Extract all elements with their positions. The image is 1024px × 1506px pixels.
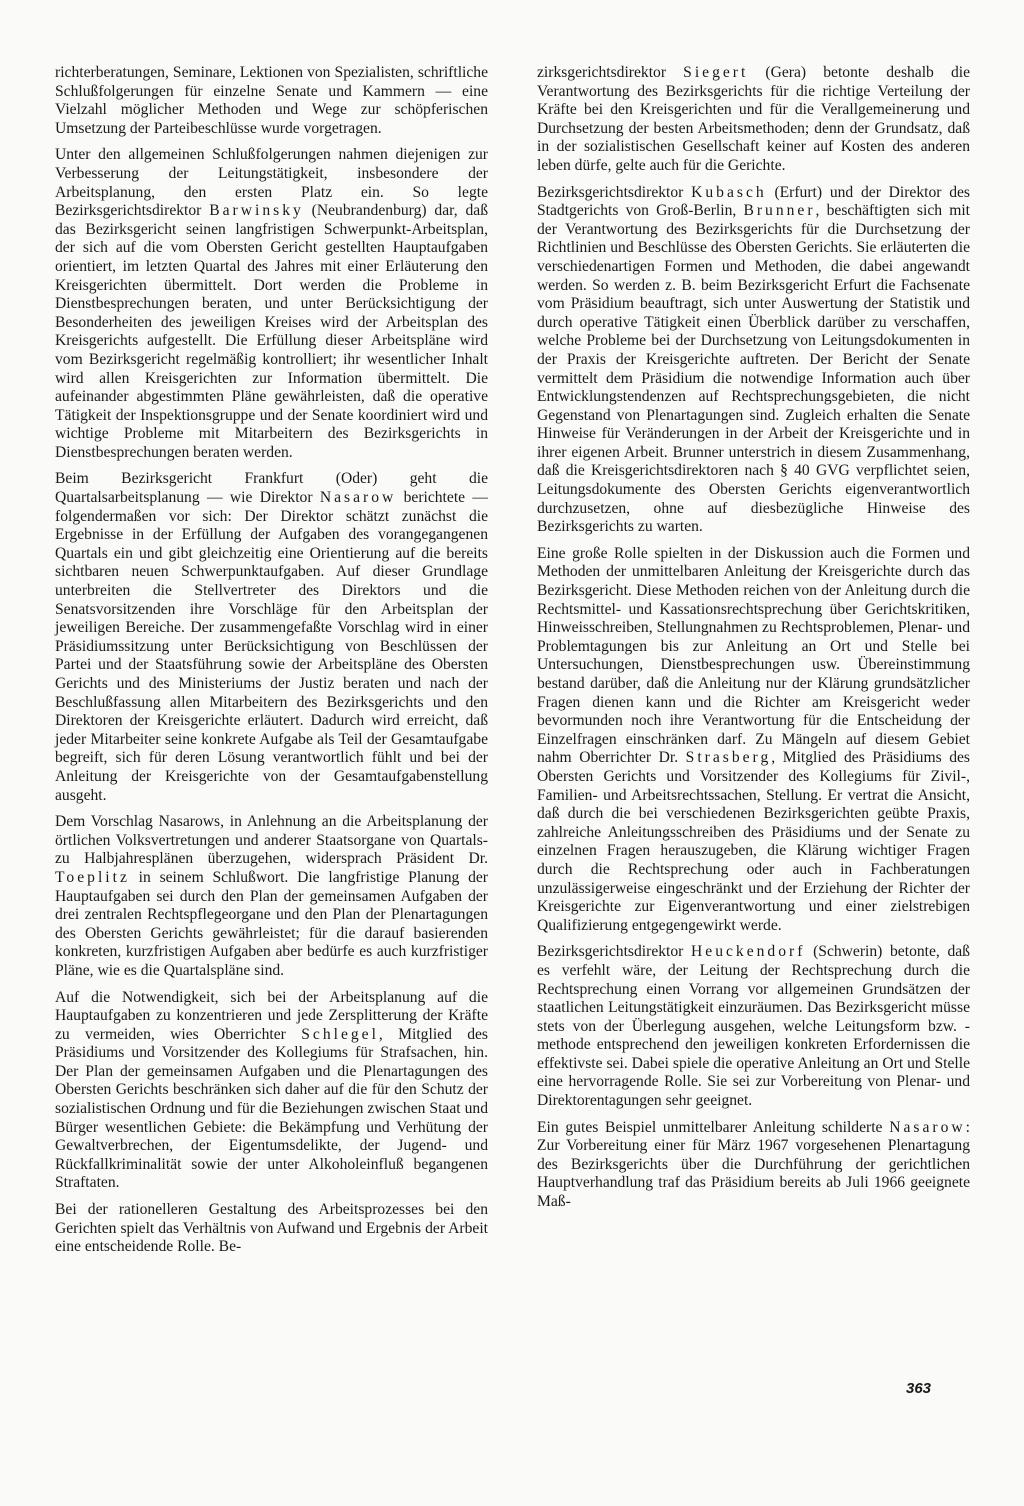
spaced-name: Heuckendorf: [691, 943, 806, 961]
spaced-name: Nasarow: [319, 489, 397, 507]
text-run: : Zur Vorbereitung einer für März 1967 vorgesehenen Plenartagung des Bezirksgerichts über die Durchführung der gerichtlichen Hauptverhandlung traf das Präsidium bereits ab Juli 1966 geeignete Maß-: [537, 1118, 970, 1211]
text-run: (Neubrandenburg) dar, daß das Bezirksgericht seinen langfristigen Schwerpunkt-Arbeitsplan, der sich auf die vom Obersten Gericht gestellten Hauptaufgaben orientiert, im letzten Quartal des Jahres mit einer Erläuterung den Kreisgerichten übermittelt. Dort werden die Probleme in Dienstbesprechungen beraten, und unter Berücksichtigung der Besonderheiten des jeweiligen Kreises wird der Arbeitsplan des Kreisgerichts aufgestellt. Die Erfüllung dieser Arbeitspläne wird vom Bezirksgericht regelmäßig kontrolliert; ihr wesentlicher Inhalt wird allen Kreisgerichten zur Information übermittelt. Die aufeinander abgestimmten Pläne gewährleisten, daß die operative Tätigkeit der Inspektionsgruppe und der Senate koordiniert wird und wichtige Probleme mit Mitarbeitern des Bezirksgerichts in Dienstbesprechungen beraten werden.: [55, 202, 488, 461]
paragraph: Bei der rationelleren Gestaltung des Arbeitsprozesses bei den Gerichten spielt das Verhältnis von Aufwand und Ergebnis der Arbeit eine entscheidende Rolle. Be-: [55, 1201, 488, 1256]
spaced-name: Nasarow: [889, 1118, 966, 1136]
text-run: in seinem Schlußwort. Die langfristige Planung der Hauptaufgaben sei durch den Plan der gemeinsamen Aufgaben der drei zentralen Rechtspflegeorgane und den Plan der Plenartagungen des Obersten Gerichts gewährleistet; für die darauf basierenden konkreten, kurzfristigen Aufgaben aber bedürfe es auch kurzfristiger Pläne, wie es die Quartalspläne sind.: [55, 868, 488, 979]
text-run: (Schwerin) betonte, daß es verfehlt wäre, der Leitung der Rechtsprechung durch die Rechtsprechung einen Vorrang vor allgemeinen Grundsätzen der staatlichen Leitungstätigkeit einzuräumen. Das Bezirksgericht müsse stets von der Überlegung ausgehen, welche Leitungsform bzw. -methode entsprechend den jeweiligen konkreten Erfordernissen die effektivste sei. Dabei spiele die operative Anleitung an Ort und Stelle eine hervorragende Rolle. Sie sei zur Vorbereitung von Plenar- und Direktorentagungen sehr geeignet.: [537, 943, 970, 1110]
right-column: [537, 64, 970, 1220]
text-run: Eine große Rolle spielten in der Diskussion auch die Formen und Methoden der unmittelbaren Anleitung der Kreisgerichte durch das Bezirksgericht. Diese Methoden reichen von der Anleitung durch die Rechtsmittel- und Kassationsrechtsprechung über Gerichtskritiken, Hinweisschreiben, Stellungnahmen zu Rechtsproblemen, Plenar- und Problemtagungen bis zur Anleitung an Ort und Stelle bei Untersuchungen, Dienstbesprechungen usw. Übereinstimmung bestand darüber, daß die Anleitung nur der Klärung grundsätzlicher Fragen dienen kann und die Richter am Kreisgericht weder bevormunden noch ihre Verantwortung für die Entscheidung der Einzelfragen einschränken darf. Zu Mängeln auf diesem Gebiet nahm Oberrichter Dr.: [537, 544, 970, 767]
paragraph: [537, 1119, 970, 1212]
paragraph: richterberatungen, Seminare, Lektionen von Spezialisten, schriftliche Schlußfolgerungen für einzelne Senate und Kammern — eine Vielzahl möglicher Methoden und Wege zur schöpferischen Umsetzung der Parteibeschlüsse wurde vorgetragen.: [55, 64, 488, 137]
text-run: , Mitglied des Präsidiums und Vorsitzender des Kollegiums für Strafsachen, hin. Der Plan der gemeinsamen Aufgaben und die Plenartagungen des Obersten Gerichts beschränken sich daher auf die für den Schutz der sozialistischen Ordnung und für die Beziehungen zwischen Staat und Bürger wesentlichen Gebiete: die Bekämpfung und Verhütung der Gewaltverbrechen, der Eigentumsdelikte, der Jugend- und Rückfallkriminalität sowie der unter Alkoholeinfluß begangenen Straftaten.: [55, 1025, 488, 1192]
text-run: Dem Vorschlag Nasarows, in Anlehnung an die Arbeitsplanung der örtlichen Volksvertretungen und anderer Staatsorgane von Quartals- zu Halbjahresplänen überzugehen, widersprach Präsident Dr.: [55, 813, 488, 868]
spaced-name: Toeplitz: [55, 868, 130, 886]
spaced-name: Brunner: [743, 202, 816, 220]
text-run: (Erfurt) und der Direktor des Stadtgerichts von Groß-Berlin,: [537, 183, 971, 220]
spaced-name: Barwinsky: [209, 202, 304, 220]
paragraph: [55, 146, 488, 462]
text-run: Ein gutes Beispiel unmittelbarer Anleitung schilderte: [537, 1118, 890, 1136]
spaced-name: Kubasch: [691, 183, 767, 201]
paragraph: [537, 943, 970, 1110]
paragraph: [55, 989, 488, 1194]
text-run: Bezirksgerichtsdirektor: [537, 183, 692, 201]
text-run: , Mitglied des Präsidiums des Obersten Gerichts und Vorsitzender des Kollegiums für Zivil-, Familien- und Arbeitsrechtssachen, Stellung. Er vertrat die Ansicht, daß durch die bei verschiedenen Bezirksgerichten geübte Praxis, zahlreiche Anleitungsschreiben des Präsidiums und der Senate zu einzelnen Fragen herauszugeben, die Klärung wichtiger Fragen durch die Rechtsprechung oder auch in Fachberatungen unzulässigerweise eingeschränkt und der Erziehung der Richter der Kreisgerichte zur Eigenverantwortung und einer zielstrebigen Qualifizierung entgegengewirkt werde.: [537, 749, 970, 934]
left-column: [55, 64, 488, 1265]
paragraph: [55, 813, 488, 980]
text-run: Unter den allgemeinen Schlußfolgerungen nahmen diejenigen zur Verbesserung der Leitungstätigkeit, insbesondere der Arbeitsplanung, den ersten Platz ein. So legte Bezirksgerichtsdirektor: [55, 146, 488, 220]
paragraph: [537, 184, 970, 537]
text-run: Beim Bezirksgericht Frankfurt (Oder) geht die Quartalsarbeitsplanung — wie Direktor: [55, 470, 488, 507]
paragraph: [537, 545, 970, 935]
text-run: Auf die Notwendigkeit, sich bei der Arbeitsplanung auf die Hauptaufgaben zu konzentrieren und jede Zersplitterung der Kräfte zu vermeiden, wies Oberrichter: [55, 988, 488, 1043]
text-run: , beschäftigten sich mit der Verantwortung des Bezirksgerichts für die Durchsetzung der Richtlinien und Beschlüsse des Obersten Gerichts. Sie erläuterten die verschiedenartigen Formen und Methoden, die dabei angewandt werden. So werden z. B. beim Bezirksgericht Erfurt die Fachsenate vom Präsidium beauftragt, sich unter Auswertung der Statistik und durch operative Tätigkeit einen Überblick darüber zu verschaffen, welche Probleme bei der Durchsetzung von Leitungsdokumenten in der Praxis der Kreisgerichte auftreten. Der Bericht der Senate vermittelt dem Präsidium die notwendige Information auch über Entwicklungstendenzen auf Rechtsprechungsgebieten, die nicht Gegenstand von Plenartagungen sind. Zugleich erhalten die Senate Hinweise für Veränderungen in der Arbeit der Kreisgerichte und in ihrer eigenen Arbeit. Brunner unterstrich in diesem Zusammenhang, daß die Kreisgerichtsdirektoren nach § 40 GVG verpflichtet seien, Leitungsdokumente des Obersten Gerichts eigenverantwortlich durchzusetzen, ohne auf diesbezügliche Hinweise des Bezirksgerichts zu warten.: [537, 202, 970, 536]
spaced-name: Strasberg: [685, 749, 772, 767]
page-number: 363: [906, 1380, 932, 1397]
text-run: berichtete — folgendermaßen vor sich: Der Direktor schätzt zunächst die Ergebnisse in der Erfüllung der Aufgaben des vorangegangenen Quartals ein und gibt gleichzeitig eine Orientierung auf die bereits sichtbaren neuen Schwerpunktaufgaben. Auf dieser Grundlage unterbreiten die Stellvertreter des Direktors und die Senatsvorsitzenden ihre Vorschläge für den Arbeitsplan der jeweiligen Bereiche. Der zusammengefaßte Vorschlag wird in einer Präsidiumssitzung unter Berücksichtigung von Beschlüssen der Partei und der Staatsführung sowie der Arbeitspläne des Obersten Gerichts und des Ministeriums der Justiz beraten und nach der Beschlußfassung allen Mitarbeitern des Bezirksgerichts und den Direktoren der Kreisgerichte erläutert. Dadurch wird erreicht, daß jeder Mitarbeiter seine konkrete Aufgabe als Teil der Gesamtaufgabe begreift, sich für deren Lösung verantwortlich fühlt und bei der Anleitung der Kreisgerichte von der Gesamtaufgabenstellung ausgeht.: [55, 489, 488, 804]
text-run: (Gera) betonte deshalb die Verantwortung des Bezirksgerichts für die richtige Verteilung der Kräfte bei den Kreisgerichten und für die Verallgemeinerung und Durchsetzung der besten Arbeitsmethoden; denn der Grundsatz, daß in der sozialistischen Gesellschaft keiner auf Kosten des anderen leben dürfe, gelte auch für die Gerichte.: [537, 64, 971, 174]
spaced-name: Siegert: [683, 64, 749, 81]
paragraph: [55, 470, 488, 805]
text-run: zirksgerichtsdirektor: [537, 64, 684, 81]
text-run: Bezirksgerichtsdirektor: [537, 943, 692, 961]
spaced-name: Schlegel: [301, 1025, 379, 1043]
paragraph: [537, 64, 970, 176]
